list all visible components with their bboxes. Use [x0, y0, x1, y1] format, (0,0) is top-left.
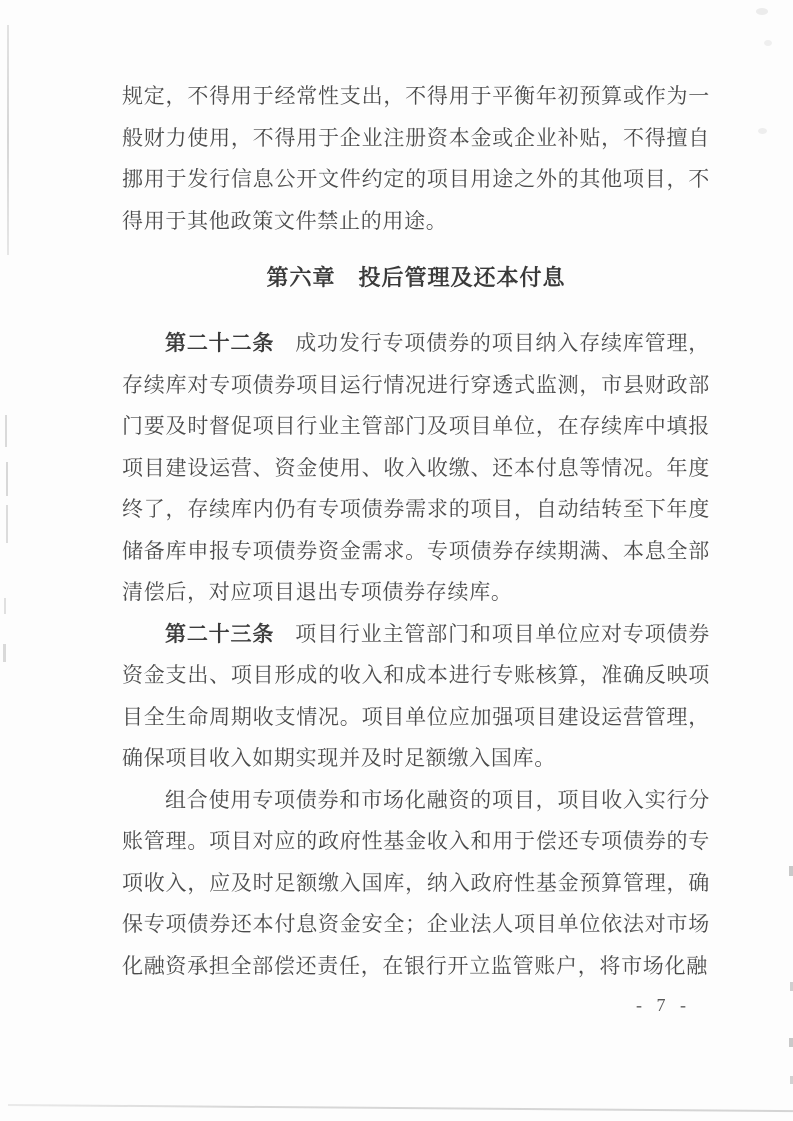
scan-mark-right — [789, 1038, 793, 1047]
scan-edge-bottom — [8, 1104, 793, 1112]
paragraph-article-23 — [122, 614, 710, 780]
article-22-number: 第二十二条 — [165, 332, 275, 355]
scan-smudge — [758, 128, 767, 134]
scan-smudge — [764, 40, 772, 46]
paragraph-continuation — [122, 76, 710, 242]
scan-edge-left — [3, 644, 6, 662]
scan-edge-left — [7, 25, 9, 255]
scan-edge-left — [6, 462, 8, 496]
page-number: - 7 - — [636, 995, 691, 1015]
scan-smudge — [756, 8, 768, 15]
paragraph-combined-financing-text: 组合使用专项债券和市场化融资的项目，项目收入实行分账管理。项目对应的政府性基金收入和用于偿还专项债券的专项收入，应及时足额缴入国库，纳入政府性基金预算管理，确保专项债券还本付息资金安全；企业法人项目单位依法对市场化融资承担全部偿还责任，在银行开立监管账户，将市场化融 — [122, 787, 710, 978]
paragraph-continuation-text: 规定，不得用于经常性支出，不得用于平衡年初预算或作为一般财力使用，不得用于企业注册资本金或企业补贴，不得擅自挪用于发行信息公开文件约定的项目用途之外的其他项目，不得用于其他政策文件禁止的用途。 — [122, 84, 710, 233]
article-23-number: 第二十三条 — [165, 622, 275, 646]
article-23-text: 项目行业主管部门和项目单位应对专项债券资金支出、项目形成的收入和成本进行专账核算，准确反映项目全生命周期收支情况。项目单位应加强项目建设运营管理，确保项目收入如期实现并及时足额缴入国库。 — [122, 621, 710, 770]
scan-edge-left — [6, 505, 8, 543]
scan-edge-left — [5, 415, 7, 447]
document-body — [122, 76, 710, 987]
paragraph-article-22 — [122, 323, 710, 614]
scan-mark-right — [789, 866, 793, 876]
scan-edge-left — [4, 598, 6, 614]
article-22-text: 成功发行专项债券的项目纳入存续库管理，存续库对专项债券项目运行情况进行穿透式监测，市县财政部门要及时督促项目行业主管部门及项目单位，在存续库中填报项目建设运营、资金使用、收入收缴、还本付息等情况。年度终了，存续库内仍有专项债券需求的项目，自动结转至下年度储备库申报专项债券资金需求。专项债券存续期满、本息全部清偿后，对应项目退出专项债券存续库。 — [122, 331, 710, 604]
chapter-heading: 第六章 投后管理及还本付息 — [266, 265, 566, 290]
paragraph-combined-financing — [122, 780, 710, 988]
